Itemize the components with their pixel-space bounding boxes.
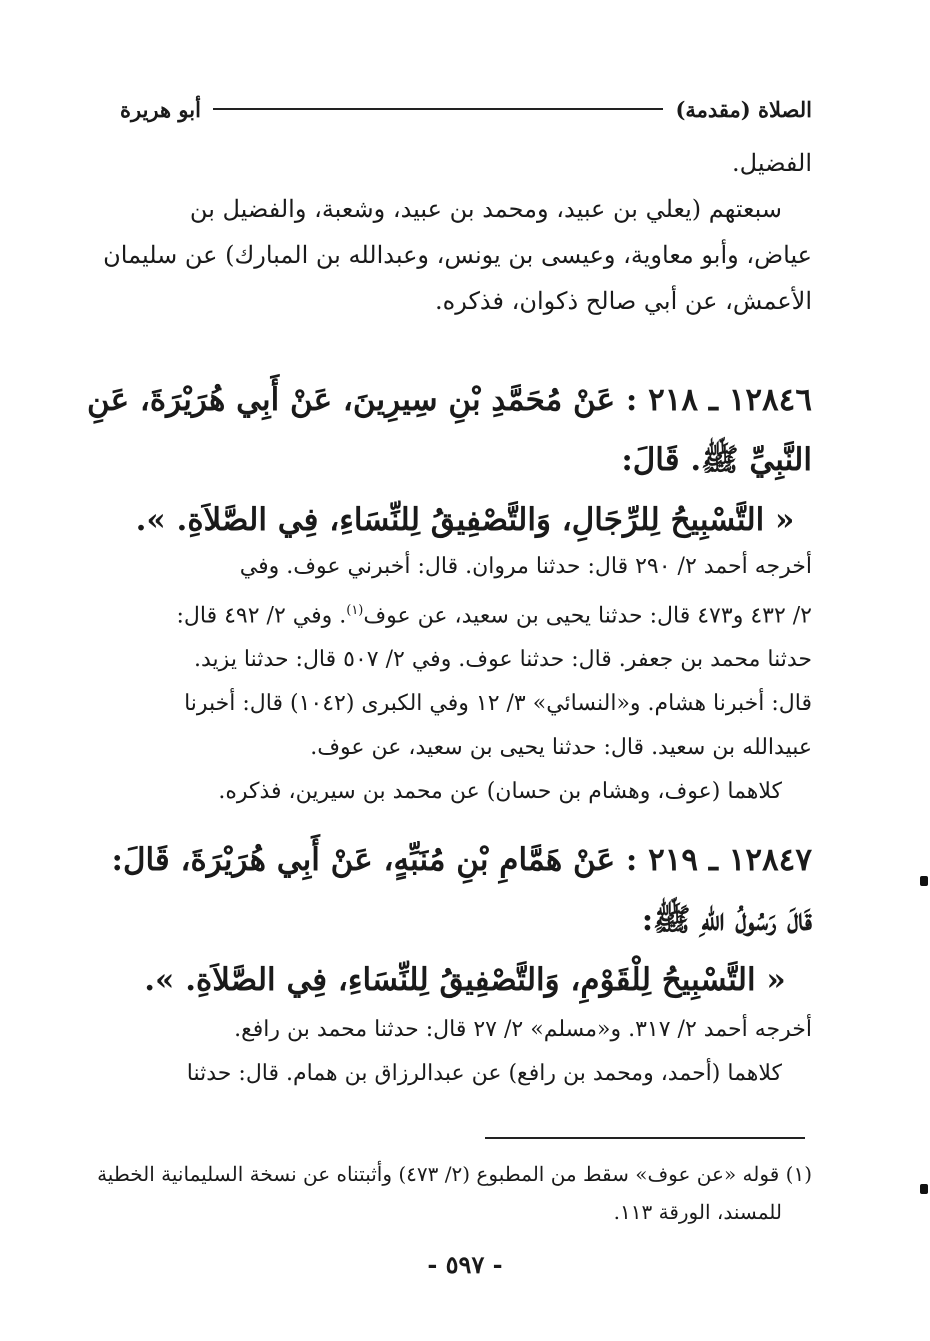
takhrij-text: ٢/ ٤٣٢ و٤٧٣ قال: حدثنا يحيى بن سعيد، عن عوف bbox=[363, 603, 812, 629]
header-rule bbox=[213, 108, 664, 110]
hadith-matn: « التَّسْبِيحُ لِلْقَوْمِ، وَالتَّصْفِيقُ لِلنِّسَاءِ، فِي الصَّلاَةِ. ». bbox=[144, 962, 786, 998]
takhrij-line: قال: أخبرنا هشام. و«النسائي» ٣/ ١٢ وفي الكبرى (١٠٤٢) قال: أخبرنا bbox=[184, 691, 812, 717]
intro-line: الأعمش، عن أبي صالح ذكوان، فذكره. bbox=[435, 287, 812, 315]
intro-paragraph bbox=[103, 140, 812, 324]
takhrij-line bbox=[118, 589, 812, 638]
scan-mark bbox=[920, 876, 928, 886]
footnote-line: (١) قوله «عن عوف» سقط من المطبوع (٢/ ٤٧٣) وأثبتناه عن نسخة السليمانية الخطية bbox=[97, 1162, 812, 1186]
page-number: - ٥٩٧ - bbox=[427, 1250, 503, 1279]
hadith-heading-line: ١٢٨٤٧ ـ ٢١٩ : عَنْ هَمَّامِ بْنِ مُنَبِّهٍ، عَنْ أَبِي هُرَيْرَةَ، قَالَ: bbox=[111, 842, 812, 878]
takhrij-219 bbox=[118, 1008, 812, 1096]
scan-mark bbox=[920, 1184, 928, 1194]
running-header bbox=[120, 92, 812, 126]
takhrij-218 bbox=[118, 545, 812, 814]
footnote-reference: (١) bbox=[346, 603, 364, 618]
header-section-title: الصلاة (مقدمة) bbox=[675, 96, 812, 122]
footnote-line: للمسند، الورقة ١١٣. bbox=[613, 1200, 782, 1224]
takhrij-line: عبيدالله بن سعيد. قال: حدثنا يحيى بن سعيد، عن عوف. bbox=[310, 735, 812, 761]
hadith-218 bbox=[87, 370, 812, 550]
intro-line: عياض، وأبو معاوية، وعيسى بن يونس، وعبدالله بن المبارك) عن سليمان bbox=[103, 241, 812, 269]
hadith-heading-line: النَّبِيِّ ﷺ. قَالَ: bbox=[621, 442, 812, 478]
hadith-matn: « التَّسْبِيحُ لِلرِّجَالِ، وَالتَّصْفِيقُ لِلنِّسَاءِ، فِي الصَّلاَةِ. ». bbox=[135, 502, 795, 538]
hadith-heading-line: ١٢٨٤٦ ـ ٢١٨ : عَنْ مُحَمَّدِ بْنِ سِيرِينَ، عَنْ أَبِي هُرَيْرَةَ، عَنِ bbox=[87, 382, 812, 418]
takhrij-line: حدثنا محمد بن جعفر. قال: حدثنا عوف. وفي ٢/ ٥٠٧ قال: حدثنا يزيد. bbox=[194, 647, 812, 673]
footnote-separator bbox=[485, 1137, 805, 1139]
intro-line: الفضيل. bbox=[732, 149, 812, 177]
takhrij-line: أخرجه أحمد ٢/ ٣١٧. و«مسلم» ٢/ ٢٧ قال: حدثنا محمد بن رافع. bbox=[234, 1017, 812, 1042]
hadith-219 bbox=[111, 830, 812, 1010]
footnotes bbox=[97, 1155, 812, 1231]
intro-line: سبعتهم (يعلي بن عبيد، ومحمد بن عبيد، وشعبة، والفضيل بن bbox=[189, 195, 782, 223]
takhrij-line: كلاهما (أحمد، ومحمد بن رافع) عن عبدالرزاق بن همام. قال: حدثنا bbox=[186, 1061, 782, 1086]
takhrij-line: أخرجه أحمد ٢/ ٢٩٠ قال: حدثنا مروان. قال: أخبرني عوف. وفي bbox=[239, 554, 812, 579]
hadith-heading-line: قَالَ رَسُولُ اللهِ ﷺ: bbox=[641, 902, 812, 938]
header-companion-name: أبو هريرة bbox=[120, 96, 201, 122]
takhrij-line: كلاهما (عوف، وهشام بن حسان) عن محمد بن سيرين، فذكره. bbox=[218, 779, 782, 805]
takhrij-text: . وفي ٢/ ٤٩٢ قال: bbox=[176, 603, 347, 629]
